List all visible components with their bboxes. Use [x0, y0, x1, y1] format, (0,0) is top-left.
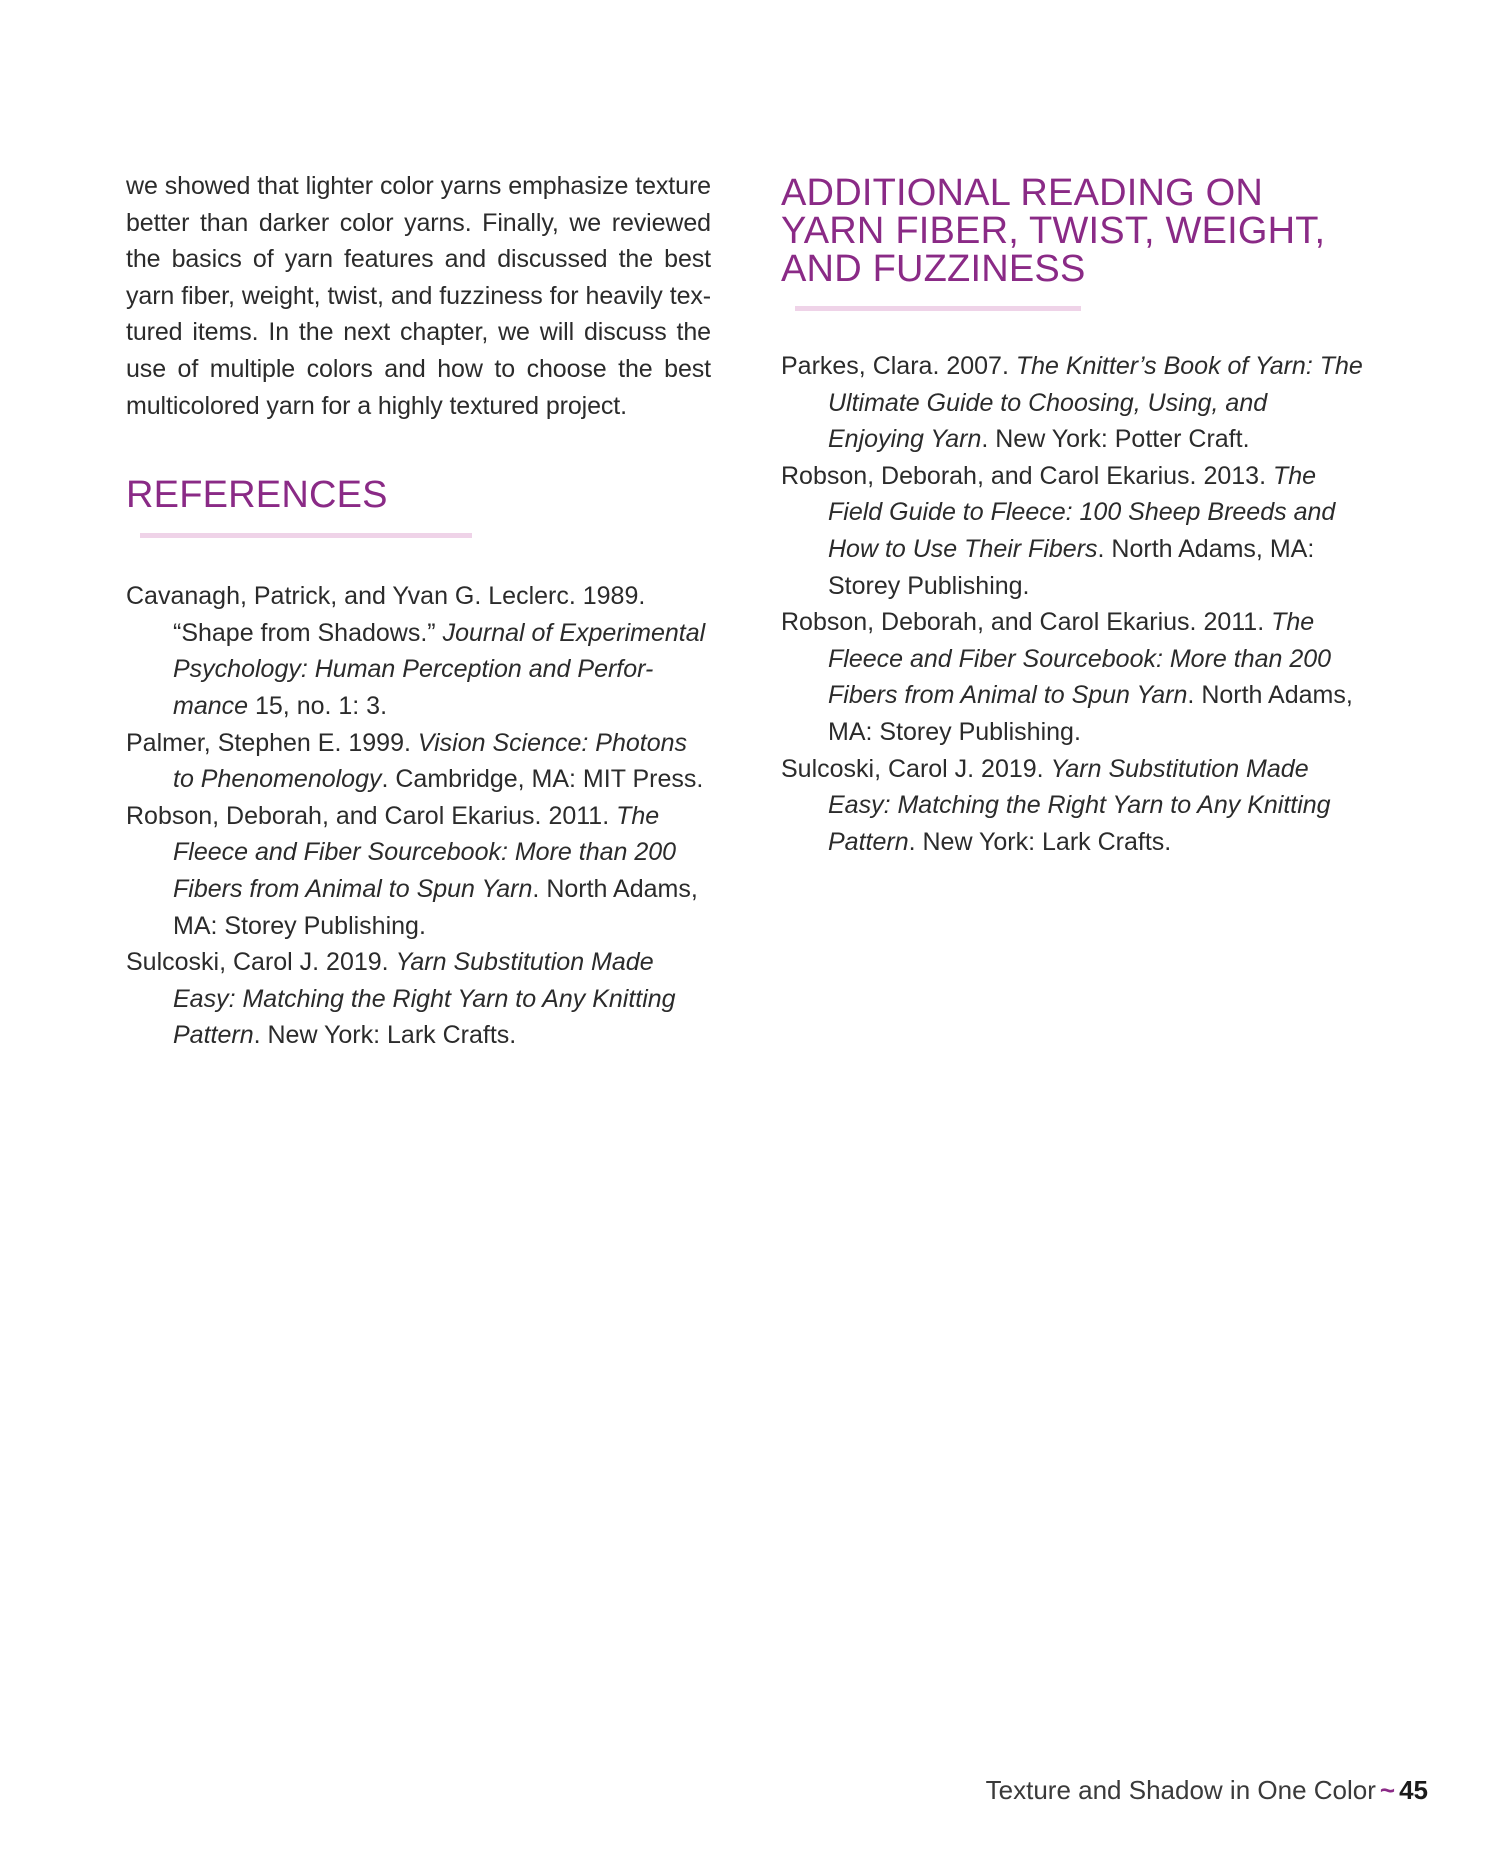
- reference-title: The Field Guide to Fleece: 100 Sheep Breeds and How to Use Their Fibers: [828, 461, 1336, 563]
- tilde-separator: ~: [1379, 1775, 1396, 1805]
- page-number: 45: [1399, 1775, 1428, 1805]
- reference-author-year: Cavanagh, Patrick, and Yvan G. Leclerc. 1989. “Shape from Shadows.”: [126, 582, 646, 647]
- reference-author-year: Palmer, Stephen E. 1999.: [126, 728, 418, 757]
- reference-title: The Fleece and Fiber Sourcebook: More than 200 Fibers from Animal to Spun Yarn: [828, 608, 1332, 710]
- reference-publisher: . New York: Lark Crafts.: [253, 1021, 517, 1050]
- reference-publisher: . North Adams, MA: Storey Publishing.: [828, 681, 1353, 746]
- reference-entry: [126, 578, 711, 724]
- reference-entry: [781, 604, 1366, 750]
- reference-author-year: Parkes, Clara. 2007.: [781, 352, 1016, 380]
- heading-line: ADDITIONAL READING ON: [781, 172, 1264, 214]
- heading-rule: [140, 533, 472, 538]
- additional-reading-heading: [781, 174, 1366, 326]
- reference-entry: [126, 944, 711, 1054]
- reference-publisher: 15, no. 1: 3.: [248, 691, 388, 720]
- reference-author-year: Sulcoski, Carol J. 2019.: [126, 948, 396, 977]
- heading-line: YARN FIBER, TWIST, WEIGHT,: [781, 210, 1326, 252]
- page-footer: [986, 1775, 1428, 1805]
- reference-entry: [781, 458, 1366, 604]
- reference-author-year: Robson, Deborah, and Carol Ekarius. 2013.: [781, 461, 1273, 490]
- reference-title: Journal of Experimental Psychology: Human Perception and Perfor-mance: [173, 618, 706, 720]
- reference-publisher: . North Adams, MA: Storey Publishing.: [173, 874, 698, 940]
- right-column: [781, 168, 1366, 860]
- reference-author-year: Robson, Deborah, and Carol Ekarius. 2011.: [126, 801, 617, 830]
- reference-author-year: Robson, Deborah, and Carol Ekarius. 2011.: [781, 608, 1272, 637]
- reference-entry: [781, 751, 1366, 861]
- references-heading: [126, 476, 711, 552]
- running-title: Texture and Shadow in One Color: [985, 1775, 1376, 1805]
- reference-publisher: . North Adams, MA: Storey Publishing.: [828, 534, 1315, 600]
- references-heading-text: REFERENCES: [126, 474, 388, 517]
- reference-title: The Knitter’s Book of Yarn: The Ultimate Guide to Choosing, Using, and Enjoying Yarn: [828, 352, 1363, 454]
- reference-title: Yarn Substitution Made Easy: Matching the Right Yarn to Any Knitting Pattern: [828, 754, 1331, 856]
- left-column: [126, 168, 711, 1054]
- reference-entry: [126, 725, 711, 798]
- additional-reading-list: [781, 348, 1366, 860]
- heading-rule: [795, 306, 1081, 311]
- references-list: [126, 578, 711, 1054]
- reference-entry: [781, 348, 1366, 458]
- reference-title: The Fleece and Fiber Sourcebook: More than 200 Fibers from Animal to Spun Yarn: [173, 801, 677, 903]
- reference-publisher: . New York: Lark Crafts.: [908, 827, 1172, 856]
- reference-publisher: . New York: Potter Craft.: [981, 425, 1250, 454]
- intro-paragraph: we showed that lighter color yarns emphasize texture better than darker color yarns. Finally, we reviewed the basics of yarn features and discussed the best yarn fiber, weight, twist, and fuzziness for heavily tex-tured items. In the next chapter, we will discuss the use of multiple colors and how to choose the best multicolored yarn for a highly textured project.: [126, 172, 711, 420]
- reference-title: Yarn Substitution Made Easy: Matching the Right Yarn to Any Knitting Pattern: [173, 948, 676, 1050]
- reference-entry: [126, 798, 711, 944]
- reference-title: Vision Science: Photons to Phenomenology: [173, 728, 688, 794]
- reference-author-year: Sulcoski, Carol J. 2019.: [781, 754, 1051, 783]
- heading-line: AND FUZZINESS: [781, 248, 1086, 290]
- reference-publisher: . Cambridge, MA: MIT Press.: [381, 765, 704, 794]
